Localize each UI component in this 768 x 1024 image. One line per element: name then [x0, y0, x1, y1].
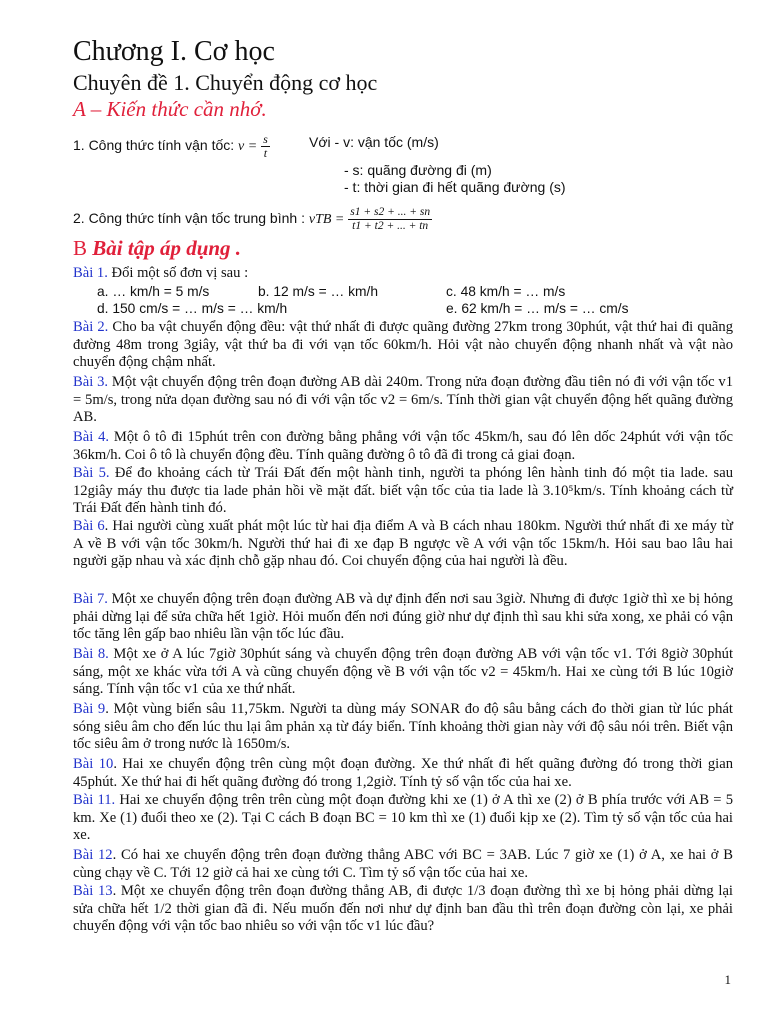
formula-2-fraction — [348, 206, 432, 233]
exercise-6-text: . Hai người cùng xuất phát một lúc từ hai địa điểm A và B cách nhau 180km. Người thứ nhất đi xe máy từ A về B với vận tốc 30km/h. Người thứ hai đi xe đạp B ngược về A với vận tốc 15km/h. Hỏi sau bao lâu hai người gặp nhau và xác định chỗ gặp nhau đó. Coi chuyển động của hai người là đều. — [73, 518, 733, 570]
exercise-12-text: . Có hai xe chuyển động trên đoạn đường thẳng ABC với BC = 3AB. Lúc 7 giờ xe (1) ở A, xe hai ở B cùng chạy về C. Tới 12 giờ cả hai xe cùng tới C. Tìm tỷ số vận tốc của hai xe. — [73, 847, 733, 881]
page-number: 1 — [724, 972, 731, 987]
exercise-5-label: Bài 5. — [73, 465, 110, 481]
exercise-12-label: Bài 12 — [73, 847, 113, 863]
exercise-1-item-a: a. … km/h = 5 m/s — [97, 284, 210, 299]
exercise-13 — [73, 883, 733, 936]
exercise-3-text: Một vật chuyển động trên đoạn đường AB dài 240m. Trong nửa đoạn đường đầu tiên nó đi với vận tốc v1 = 5m/s, trong nửa dọan đường sau nó đi với vận tốc v2 = 6m/s. Tính thời gian vật chuyển động hết quãng đường AB. — [73, 374, 733, 426]
exercise-4 — [73, 429, 733, 464]
exercise-11-text: Hai xe chuyển động trên trên cùng một đoạn đường khi xe (1) ở A thì xe (2) ở B phía trước với AB = 5 km. Xe (1) đuổi theo xe (2). Tại C cách B đoạn BC = 10 km thì xe (1) đuổi kịp xe (2). Tìm tỷ số vận tốc của hai xe. — [73, 792, 734, 844]
exercise-7-label: Bài 7. — [73, 591, 108, 607]
exercise-3-label: Bài 3. — [73, 374, 109, 390]
formula-2-numerator: s1 + s2 + ... + sn — [350, 206, 431, 218]
exercise-4-label: Bài 4. — [73, 429, 110, 445]
exercise-8-text: Một xe ở A lúc 7giờ 30phút sáng và chuyển động trên đoạn đường AB với vận tốc v1. Tới 8giờ 30phút sáng, một xe khác vừa tới A và cũng chuyển động về B với vận tốc v2 = 45km/h. Hai xe cùng tới B lúc 10giờ sáng. Tính vận tốc v1 của xe thứ nhất. — [73, 646, 733, 698]
exercise-5 — [73, 465, 733, 518]
chapter-title: Chương I. Cơ học — [73, 36, 275, 67]
section-a-text: A – Kiến thức cần nhớ. — [73, 97, 267, 121]
formula-2 — [73, 206, 432, 233]
exercise-1-item-d: d. 150 cm/s = … m/s = … km/h — [97, 301, 288, 316]
exercise-7-text: Một xe chuyển động trên đoạn đường AB và dự định đến nơi sau 3giờ. Nhưng đi được 1giờ thì xe bị hỏng phải dừng lại để sửa chữa hết 1giờ. Hỏi muốn đến nơi đúng giờ như dự định thì sau khi sửa xong, xe phải có vận tốc tăng lên gấp bao nhiêu lần vận tốc lúc đầu. — [73, 591, 733, 643]
formula-2-label: 2. Công thức tính vận tốc trung bình : — [73, 210, 305, 227]
formula-1-denominator: t — [263, 146, 268, 160]
formula-1-fraction — [261, 133, 270, 160]
exercise-2 — [73, 319, 733, 372]
exercise-9 — [73, 701, 733, 754]
formula-1 — [73, 133, 270, 160]
exercise-2-label: Bài 2. — [73, 319, 109, 335]
section-b-text: Bài tập áp dụng . — [87, 236, 242, 260]
exercise-1 — [73, 265, 733, 283]
formula-1-v-def: Với - v: vận tốc (m/s) — [309, 134, 439, 150]
formula-2-lhs: vTB = — [308, 212, 345, 228]
exercise-13-text: . Một xe chuyển động trên đoạn đường thẳng AB, đi được 1/3 đoạn đường thì xe bị hỏng phải dừng lại sửa chữa hết 1/2 thời gian đã đi. Nếu muốn đến nơi như dự định ban đầu thì trên đoạn đường còn lại, xe phải chuyển động với vận tốc bao nhiêu so với vận tốc v1 lúc đầu? — [73, 883, 733, 935]
exercise-9-text: . Một vùng biển sâu 11,75km. Người ta dùng máy SONAR đo độ sâu bằng cách đo thời gian từ lúc phát sóng siêu âm cho đến lúc thu lại âm phản xạ từ đáy biển. Tính khoảng thời gian này với độ sâu nói trên. Biết vận tốc siêu âm ở trong nước là 1650m/s. — [73, 701, 733, 753]
exercise-12 — [73, 847, 733, 882]
topic-title: Chuyên đề 1. Chuyển động cơ học — [73, 70, 378, 95]
formula-1-lhs: v = — [238, 139, 258, 155]
exercise-11 — [73, 792, 733, 845]
exercise-4-text: Một ô tô đi 15phút trên con đường bằng phẳng với vận tốc 45km/h, sau đó lên dốc 24phút với vận tốc 36km/h. Coi ô tô là chuyển động đều. Tính quãng đường ô tô đã đi trong cả giai đoạn. — [73, 429, 733, 463]
exercise-1-item-c: c. 48 km/h = … m/s — [446, 284, 566, 299]
exercise-5-text: Để đo khoảng cách từ Trái Đất đến một hành tinh, người ta phóng lên hành tinh đó một tia lade. sau 12giây máy thu được tia lade phản hồi về mặt đất. biết vận tốc của tia lade là 3.10⁵km/s. Tính khoảng cách từ Trái Đất đến hành tinh đó. — [73, 465, 733, 517]
formula-1-label: 1. Công thức tính vận tốc: — [73, 137, 235, 154]
exercise-1-item-e: e. 62 km/h = … m/s = … cm/s — [446, 301, 629, 316]
exercise-8-label: Bài 8. — [73, 646, 109, 662]
section-a-title — [73, 97, 267, 121]
exercise-10-label: Bài 10 — [73, 756, 114, 772]
section-b-letter: B — [73, 236, 88, 260]
section-b-title — [73, 236, 241, 260]
exercise-11-label: Bài 11. — [73, 792, 116, 808]
exercise-9-label: Bài 9 — [73, 701, 106, 717]
exercise-6-label: Bài 6 — [73, 518, 105, 534]
exercise-7 — [73, 591, 733, 644]
exercise-10 — [73, 756, 733, 791]
formula-1-numerator: s — [263, 132, 268, 146]
exercise-1-item-b: b. 12 m/s = … km/h — [258, 284, 378, 299]
exercise-6 — [73, 518, 733, 571]
formula-2-denominator: t1 + t2 + ... + tn — [352, 220, 429, 232]
exercise-1-text: Đổi một số đơn vị sau : — [107, 265, 249, 281]
exercise-8 — [73, 646, 733, 699]
formula-1-t-def: - t: thời gian đi hết quãng đường (s) — [344, 179, 566, 195]
exercise-2-text: Cho ba vật chuyển động đều: vật thứ nhất đi được quãng đường 27km trong 30phút, vật thứ hai đi quãng đường 48m trong 3giây, vật thứ ba đi với vạn tốc 60km/h. Hỏi vật nào chuyển động nhanh nhất và vật nào chuyển động chậm nhất. — [73, 319, 733, 371]
exercise-3 — [73, 374, 733, 427]
formula-1-s-def: - s: quãng đường đi (m) — [344, 162, 492, 178]
exercise-10-text: . Hai xe chuyển động trên cùng một đoạn đường. Xe thứ nhất đi hết quãng đường đó trong thời gian 45phút. Xe thứ hai đi hết quãng đường đó trong 1,2giờ. Tính tỷ số vận tốc của hai xe. — [73, 756, 733, 790]
exercise-13-label: Bài 13 — [73, 883, 113, 899]
exercise-1-label: Bài 1. — [73, 265, 108, 281]
